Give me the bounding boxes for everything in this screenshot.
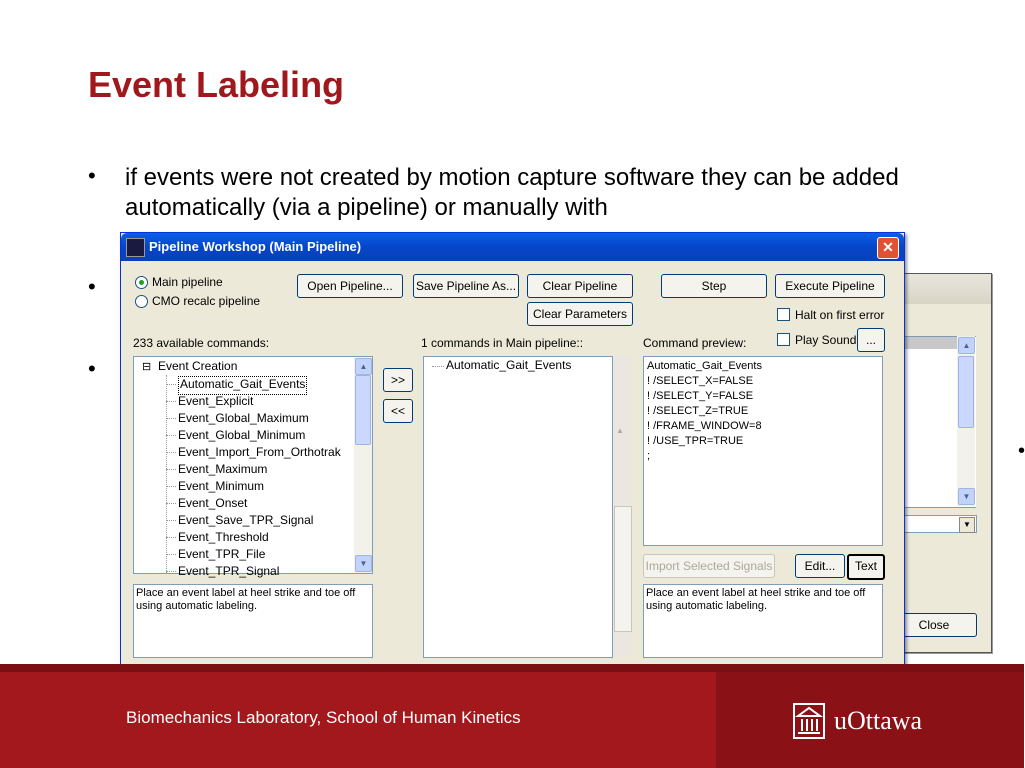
preview-line: ! /SELECT_Z=TRUE <box>647 405 749 417</box>
radio-cmo-pipeline-label[interactable]: CMO recalc pipeline <box>152 294 261 308</box>
slide-title: Event Labeling <box>88 64 345 105</box>
command-preview-label: Command preview: <box>643 336 747 350</box>
tree-item[interactable]: Event_Save_TPR_Signal <box>178 513 314 527</box>
halt-checkbox[interactable] <box>777 308 790 321</box>
open-pipeline-button[interactable]: Open Pipeline... <box>297 274 403 298</box>
radio-cmo-pipeline[interactable] <box>135 295 148 308</box>
available-commands-tree[interactable] <box>133 356 373 578</box>
dropdown-arrow-icon[interactable]: ▼ <box>959 517 975 533</box>
preview-line: ! /USE_TPR=TRUE <box>647 435 744 447</box>
dialog-title: Pipeline Workshop (Main Pipeline) <box>149 239 362 254</box>
description-text-left: Place an event label at heel strike and toe off using automatic labeling. <box>136 587 356 612</box>
footer-stripe <box>0 664 1024 672</box>
pipeline-workshop-dialog <box>120 232 905 670</box>
edit-button[interactable]: Edit... <box>795 554 845 578</box>
background-dropdown[interactable] <box>899 515 977 533</box>
text-button[interactable]: Text <box>847 554 885 580</box>
step-button[interactable]: Step <box>661 274 767 298</box>
tree-item[interactable]: Event_Import_From_Orthotrak <box>178 445 341 459</box>
command-preview-text[interactable] <box>643 356 883 546</box>
description-text-right: Place an event label at heel strike and toe off using automatic labeling. <box>646 587 866 612</box>
tree-root-event-creation[interactable]: Event Creation <box>158 359 238 373</box>
tree-item[interactable]: Event_Explicit <box>178 394 254 408</box>
command-description-right <box>643 584 883 658</box>
tree-scrollbar[interactable] <box>354 357 372 573</box>
remove-command-button[interactable]: << <box>383 399 413 423</box>
radio-main-pipeline[interactable] <box>135 276 148 289</box>
app-icon <box>126 238 145 257</box>
pipeline-commands-list[interactable] <box>423 356 613 658</box>
logo-text: uOttawa <box>834 706 923 735</box>
tree-item[interactable]: Event_Global_Minimum <box>178 428 306 442</box>
tree-item[interactable]: Event_Threshold <box>178 530 269 544</box>
command-description-left <box>133 584 373 658</box>
footer-text: Biomechanics Laboratory, School of Human Kinetics <box>126 708 521 727</box>
close-icon[interactable]: ✕ <box>877 237 899 259</box>
bullet-marker-2: • <box>88 274 96 299</box>
available-commands-label: 233 available commands: <box>133 336 270 350</box>
bullet-marker-4: • <box>1018 440 1025 462</box>
preview-line: ; <box>647 450 651 462</box>
scroll-down-icon[interactable]: ▼ <box>958 488 975 505</box>
uottawa-logo <box>792 702 922 740</box>
tree-item[interactable]: Event_Maximum <box>178 462 268 476</box>
add-command-button[interactable]: >> <box>383 368 413 392</box>
play-sound-checkbox[interactable] <box>777 333 790 346</box>
preview-line: ! /SELECT_X=FALSE <box>647 375 754 387</box>
preview-line: ! /FRAME_WINDOW=8 <box>647 420 762 432</box>
import-selected-signals-button: Import Selected Signals <box>643 554 775 578</box>
background-scrollbar[interactable] <box>957 336 975 506</box>
dialog-titlebar[interactable] <box>121 233 904 261</box>
close-button[interactable]: Close <box>891 613 977 637</box>
clear-pipeline-button[interactable]: Clear Pipeline <box>527 274 633 298</box>
halt-checkbox-label[interactable]: Halt on first error <box>795 308 885 322</box>
pipeline-scrollbar[interactable] <box>613 356 631 656</box>
clear-parameters-button[interactable]: Clear Parameters <box>527 302 633 326</box>
bullet-text: if events were not created by motion capture software they can be added automatically (via a pipeline) or manually with <box>125 164 899 221</box>
tree-item[interactable]: Event_TPR_Signal <box>178 564 280 578</box>
scroll-up-icon[interactable]: ▲ <box>616 426 624 435</box>
tree-item[interactable]: Event_Global_Maximum <box>178 411 309 425</box>
scroll-thumb[interactable] <box>355 375 371 445</box>
university-building-icon <box>792 702 826 740</box>
play-sound-label[interactable]: Play Sound <box>795 333 857 347</box>
preview-line: ! /SELECT_Y=FALSE <box>647 390 754 402</box>
bullet-marker: • <box>88 163 96 188</box>
sound-browse-button[interactable]: ... <box>857 328 885 352</box>
scroll-up-icon[interactable]: ▲ <box>958 337 975 354</box>
execute-pipeline-button[interactable]: Execute Pipeline <box>775 274 885 298</box>
tree-item[interactable]: Event_TPR_File <box>178 547 266 561</box>
bullet-marker-3: • <box>88 356 96 381</box>
pipeline-item[interactable]: Automatic_Gait_Events <box>446 358 572 372</box>
tree-item[interactable]: Automatic_Gait_Events <box>178 376 307 395</box>
preview-line: Automatic_Gait_Events <box>647 360 762 372</box>
pipeline-commands-label: 1 commands in Main pipeline:: <box>421 336 584 350</box>
scroll-down-icon[interactable]: ▼ <box>355 555 372 572</box>
background-window-titlebar <box>895 274 991 304</box>
scroll-thumb[interactable] <box>958 356 974 428</box>
save-pipeline-as-button[interactable]: Save Pipeline As... <box>413 274 519 298</box>
background-window <box>894 273 992 653</box>
radio-main-pipeline-label[interactable]: Main pipeline <box>152 275 223 289</box>
tree-collapse-icon[interactable]: ⊟ <box>142 361 152 373</box>
tree-item[interactable]: Event_Onset <box>178 496 248 510</box>
scroll-thumb[interactable] <box>614 506 632 632</box>
tree-item[interactable]: Event_Minimum <box>178 479 265 493</box>
scroll-up-icon[interactable]: ▲ <box>355 358 372 375</box>
